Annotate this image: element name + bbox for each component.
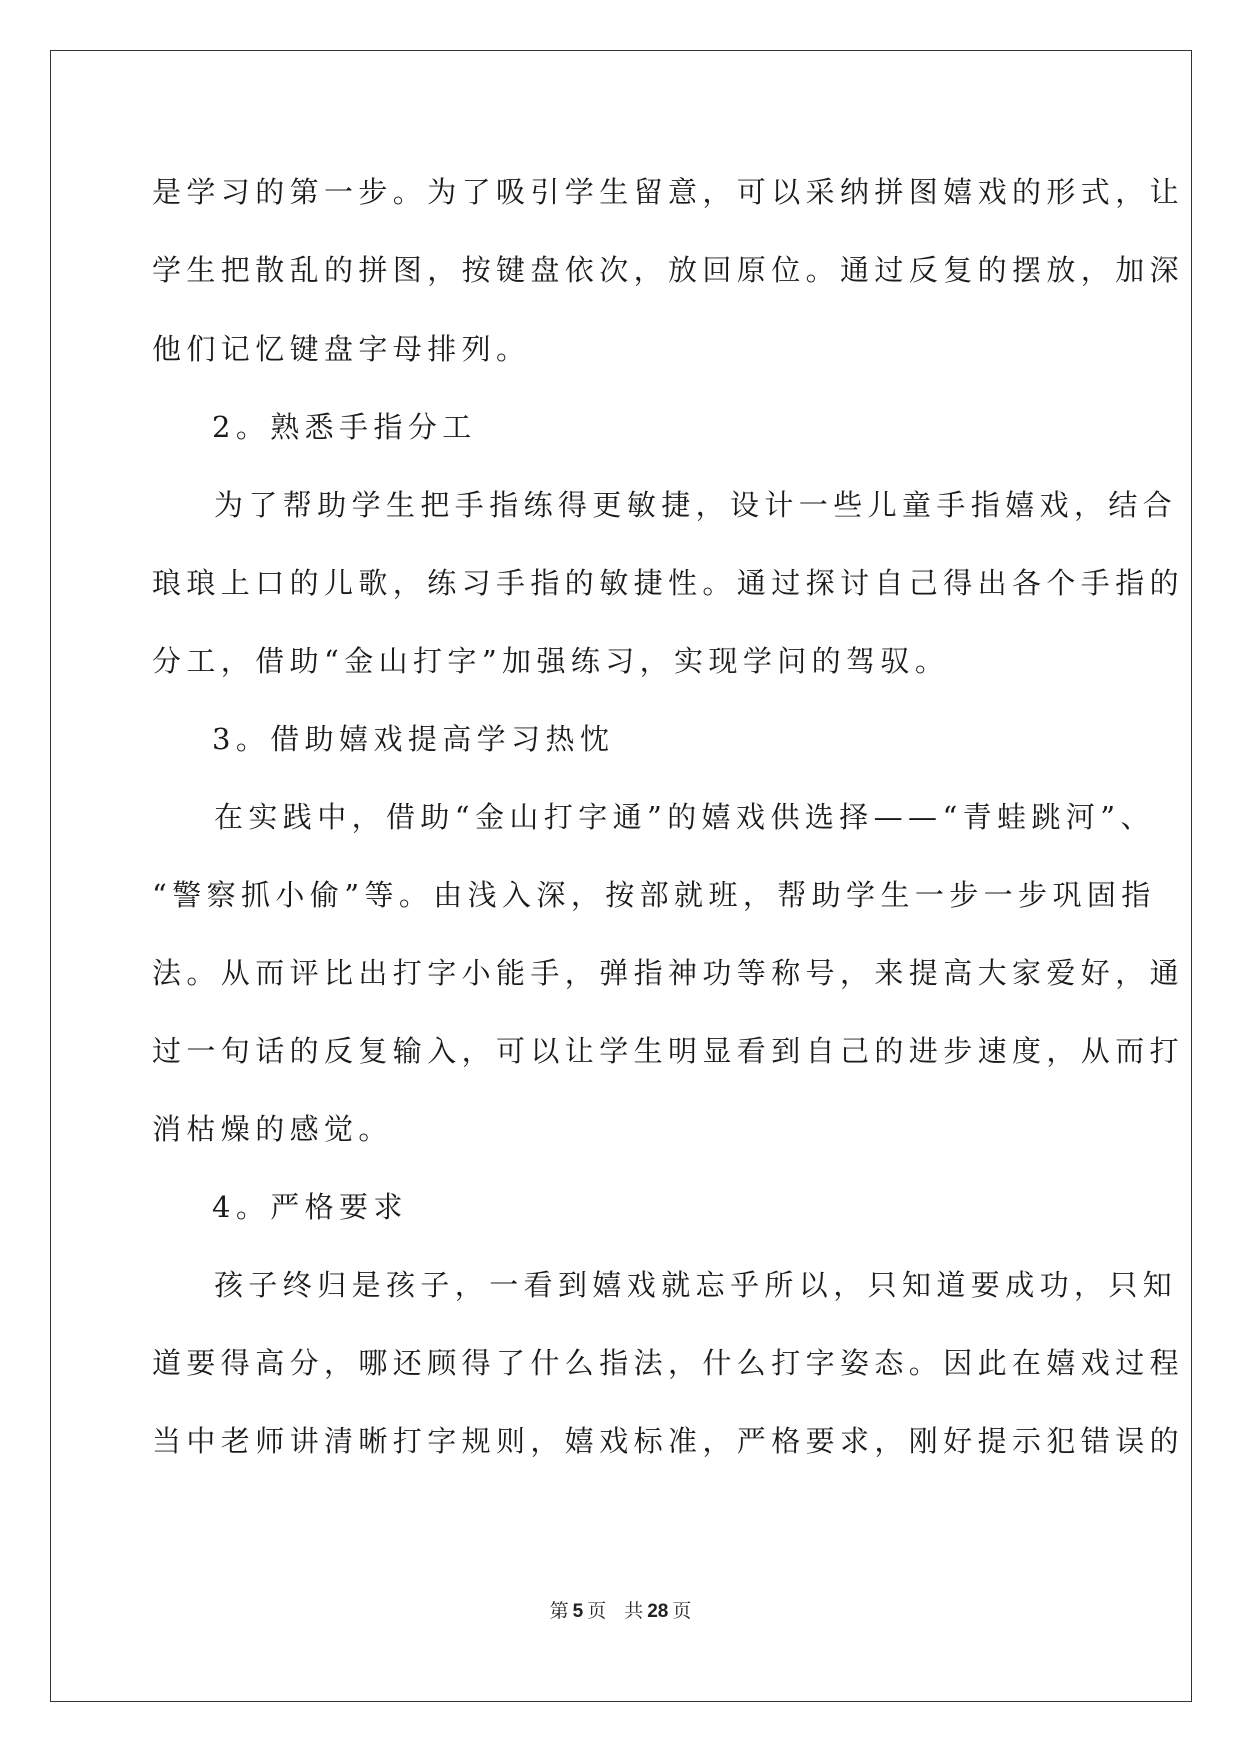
page-prefix: 第 (549, 1600, 569, 1622)
paragraph-line: 是学习的第一步。为了吸引学生留意，可以采纳拼图嬉戏的形式，让 (152, 175, 1185, 209)
paragraph-line: 他们记忆键盘字母排列。 (152, 332, 531, 366)
paragraph-line: 在实践中，借助“金山打字通”的嬉戏供选择——“青蛙跳河”、 (214, 800, 1155, 834)
paragraph-line: 道要得高分，哪还顾得了什么指法，什么打字姿态。因此在嬉戏过程 (152, 1346, 1185, 1380)
paragraph-line: 学生把散乱的拼图，按键盘依次，放回原位。通过反复的摆放，加深 (152, 253, 1185, 287)
total-pages: 28 (647, 1601, 669, 1622)
page-footer (0, 1598, 1241, 1625)
paragraph-line: 当中老师讲清晰打字规则，嬉戏标准，严格要求，刚好提示犯错误的 (152, 1424, 1185, 1458)
total-suffix: 页 (672, 1600, 692, 1622)
paragraph-line: 法。从而评比出打字小能手，弹指神功等称号，来提高大家爱好，通 (152, 956, 1185, 990)
paragraph-line: 为了帮助学生把手指练得更敏捷，设计一些儿童手指嬉戏，结合 (214, 488, 1178, 522)
section-heading: 3。借助嬉戏提高学习热忱 (212, 722, 615, 756)
paragraph-line: 孩子终归是孩子，一看到嬉戏就忘乎所以，只知道要成功，只知 (214, 1268, 1178, 1302)
page-number: 5 (572, 1601, 584, 1622)
section-heading: 2。熟悉手指分工 (212, 410, 477, 444)
paragraph-line: 消枯燥的感觉。 (152, 1112, 393, 1146)
paragraph-line: “警察抓小偷”等。由浅入深，按部就班，帮助学生一步一步巩固指 (152, 878, 1156, 912)
section-heading: 4。严格要求 (212, 1190, 408, 1224)
paragraph-line: 分工，借助“金山打字”加强练习，实现学问的驾驭。 (152, 644, 950, 678)
paragraph-line: 过一句话的反复输入，可以让学生明显看到自己的进步速度，从而打 (152, 1034, 1185, 1068)
total-prefix: 共 (624, 1600, 644, 1622)
paragraph-line: 琅琅上口的儿歌，练习手指的敏捷性。通过探讨自己得出各个手指的 (152, 566, 1185, 600)
page-suffix: 页 (587, 1600, 607, 1622)
